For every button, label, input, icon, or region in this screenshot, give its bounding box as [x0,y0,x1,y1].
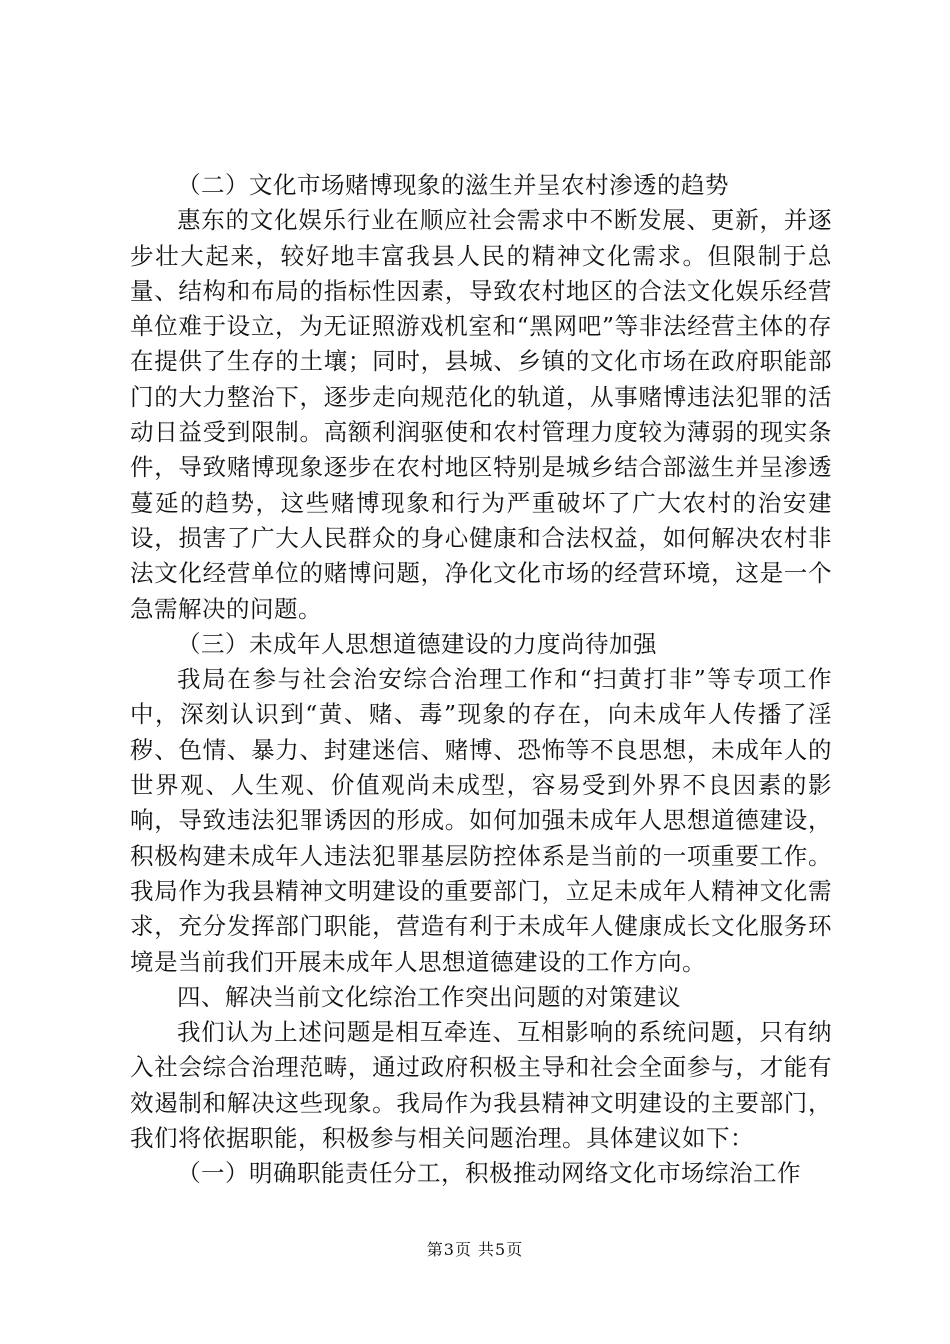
subsection-heading-1: （一）明确职能责任分工，积极推动网络文化市场综治工作 [177,1159,801,1188]
document-body [130,168,832,1192]
body-paragraph: 惠东的文化娱乐行业在顺应社会需求中不断发展、更新，并逐步壮大起来，较好地丰富我县人民的精神文化需求。但限制于总量、结构和布局的指标性因素，导致农村地区的合法文化娱乐经营单位难于设立，为无证照游戏机室和“黑网吧”等非法经营主体的存在提供了生存的土壤；同时，县城、乡镇的文化市场在政府职能部门的大力整治下，逐步走向规范化的轨道，从事赌博违法犯罪的活动日益受到限制。高额利润驱使和农村管理力度较为薄弱的现实条件，导致赌博现象逐步在农村地区特别是城乡结合部滋生并呈渗透蔓延的趋势，这些赌博现象和行为严重破坏了广大农村的治安建设，损害了广大人民群众的身心健康和合法权益，如何解决农村非法文化经营单位的赌博问题，净化文化市场的经营环境，这是一个急需解决的问题。 [130,206,832,623]
section-heading-4: 四、解决当前文化综治工作突出问题的对策建议 [177,982,681,1011]
page-number-footer: 第3页 共5页 [426,1240,524,1259]
section-heading-3: （三）未成年人思想道德建设的力度尚待加强 [177,629,657,658]
section-heading-2: （二）文化市场赌博现象的滋生并呈农村渗透的趋势 [177,171,729,199]
body-paragraph: 我们认为上述问题是相互牵连、互相影响的系统问题，只有纳入社会综合治理范畴，通过政府积极主导和社会全面参与，才能有效遏制和解决这些现象。我局作为我县精神文明建设的主要部门，我们将依据职能，积极参与相关问题治理。具体建议如下： [130,1018,832,1153]
body-paragraph: 我局在参与社会治安综合治理工作和“扫黄打非”等专项工作中，深刻认识到“黄、赌、毒”现象的存在，向未成年人传播了淫秽、色情、暴力、封建迷信、赌博、恐怖等不良思想，未成年人的世界观、人生观、价值观尚未成型，容易受到外界不良因素的影响，导致违法犯罪诱因的形成。如何加强未成年人思想道德建设，积极构建未成年人违法犯罪基层防控体系是当前的一项重要工作。我局作为我县精神文明建设的重要部门，立足未成年人精神文化需求，充分发挥部门职能，营造有利于未成年人健康成长文化服务环境是当前我们开展未成年人思想道德建设的工作方向。 [130,665,832,976]
